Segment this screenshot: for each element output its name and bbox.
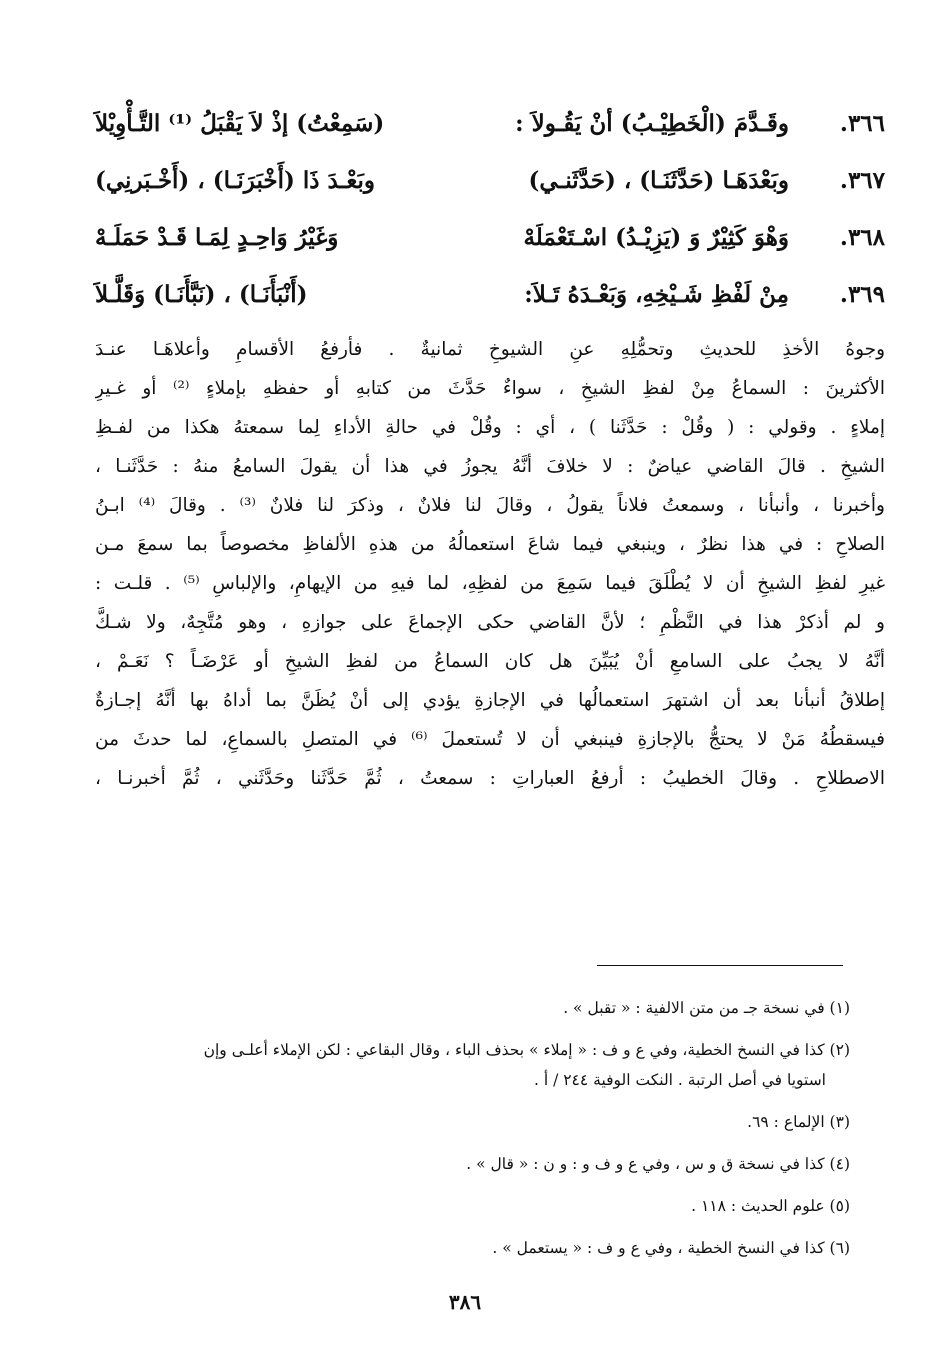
text-line: و لم أذكرْ هذا في النَّظْمِ ؛ لأنَّ القاضي حكى الإجماعَ على جوازهِ ، وهو مُتَّجِهٌ، ولا شـكَّ [95,612,885,633]
text-line: الصلاحِ : في هذا نظرٌ ، وينبغي فيما شاعَ استعمالُهُ من هذهِ الألفاظِ مخصوصاً بما سمعَ مـن [95,534,885,555]
text-line: وأخبرنا ، وأنبأنا ، وسمعتُ فلاناً يقولُ ، وقالَ لنا فلانٌ ، وذكرَ لنا فلانٌ ⁽³⁾ . وقالَ ⁽⁴⁾ ابـنُ [95,495,885,516]
footnote-continuation: استويا في أصل الرتبة . النكت الوفية ٢٤٤ / أ . [533,1071,826,1089]
verse-number: ٣٦٦. [839,110,885,137]
verse-line [95,95,885,152]
footnote [80,1233,850,1263]
footnote [80,1107,850,1137]
footnote-text: (٢) كذا في النسخ الخطية، وفي ع و ف : « إملاء » بحذف الباء ، وقال البقاعي : لكن الإملاء أعلـى وإن [203,1041,850,1059]
text-line: إطلاقُ أنبأنا بعد أن اشتهرَ استعمالُها في الإجازةِ يؤدي إلى أنْ يُظَنَّ بما أداهُ بها أنَّهُ إجـازةٌ [95,690,885,711]
text-line: الاصطلاحِ . وقالَ الخطيبُ : أرفعُ العباراتِ : سمعتُ ، ثُمَّ حَدَّثَنا وحَدَّثَني ، ثُمَّ أخبرنـا ، [95,768,885,789]
verse-first-hemistich: وَهْوَ كَثِيْرٌ وَ (يَزِيْـدُ) اسْـتَعْمَلَهْ [523,224,789,251]
text-line: الأكثرينَ : السماعُ مِنْ لفظِ الشيخِ ، سواءٌ حَدَّثَ من كتابهِ أو حفظهِ بإملاءٍ ⁽²⁾ أو غـيرِ [95,378,885,399]
footnote-text: (٦) كذا في النسخ الخطية ، وفي ع و ف : « يستعمل » . [492,1239,850,1257]
verse-first-hemistich: وقَـدَّمَ (الْخَطِيْـبُ) أنْ يَقُـولاَ : [515,110,789,137]
footnotes [80,993,850,1275]
footnote-text: (١) في نسخة جـ من متن الالفية : « تقبل » . [563,999,850,1017]
footnote-text: (٣) الإلماع : ٦٩. [747,1113,850,1131]
footnote [80,1149,850,1179]
footnote-text: (٥) علوم الحديث : ١١٨ . [691,1197,850,1215]
verse-number: ٣٦٨. [839,224,885,251]
verse-second-hemistich: (سَمِعْتُ) إذْ لاَ يَقْبَلُ ⁽¹⁾ التَّـأْوِيْلاَ [95,110,385,137]
footnote [80,993,850,1023]
text-line: غيرِ لفظِ الشيخِ أن لا يُطْلَقَ فيما سَمِعَ من لفظِهِ، لما فيهِ من الإيهامِ، والإلباسِ ⁽⁵⁾ . قلـت : [95,573,885,594]
page-number: ٣٨٦ [448,1290,482,1314]
text-line: وجوهُ الأخذِ للحديثِ وتحمُّلِهِ عنِ الشيوخِ ثمانيةٌ . فأرفعُ الأقسامِ وأعلاهَـا عنـدَ [95,339,885,360]
verse-line [95,152,885,209]
verse-second-hemistich: وَغَيْرُ وَاحِـدٍ لِمَـا قَـدْ حَمَلَـهْ [95,224,339,251]
text-line: إملاءٍ . وقولي : ( وقُلْ : حَدَّثَنا ) ، أي : وقُلْ في حالةِ الأداءِ لِما سمعتهُ هكذا من لفـظِ [95,417,885,438]
footnote [80,1035,850,1095]
text-line: أنَّهُ لا يجبُ على السامعِ أنْ يُبَيِّنَ هل كان السماعُ من لفظِ الشيخِ أو عَرْضَـاً ؟ نَعَـمْ ، [95,651,885,672]
verse-first-hemistich: وبَعْدَهَـا (حَدَّثَنَـا) ، (حَدَّثَنـي) [528,167,789,194]
verse-line [95,209,885,266]
verse-line [95,266,885,323]
verse-second-hemistich: (أَنْبَأَنَـا) ، (نَبَّأَنَـا) وَقَلَّـلاَ [95,281,308,308]
verse-first-hemistich: مِنْ لَفْظِ شَـيْخِهِ، وَبَعْـدَهُ تَـلاَ: [524,281,789,308]
text-line: الشيخِ . قالَ القاضي عياضٌ : لا خلافَ أنَّهُ يجوزُ في هذا أن يقولَ السامعُ منهُ : حَدَّثَنـا ، [95,456,885,477]
footnote-text: (٤) كذا في نسخة ق و س ، وفي ع و ف و : و ن : « قال » . [466,1155,850,1173]
footnote [80,1191,850,1221]
verse-number: ٣٦٧. [839,167,885,194]
verse-number: ٣٦٩. [839,281,885,308]
verse-block [95,95,885,323]
text-line: فيسقطُهُ مَنْ لا يحتجُّ بالإجازةِ فينبغي أن لا تُستعملَ ⁽⁶⁾ في المتصلِ بالسماعِ، لما حدثَ من [95,729,885,750]
commentary-text [95,330,885,798]
footnote-divider [597,965,843,966]
verse-second-hemistich: وبَعْـدَ ذَا (أَخْبَرَنَـا) ، (أَخْـبَرنِي) [95,167,375,194]
